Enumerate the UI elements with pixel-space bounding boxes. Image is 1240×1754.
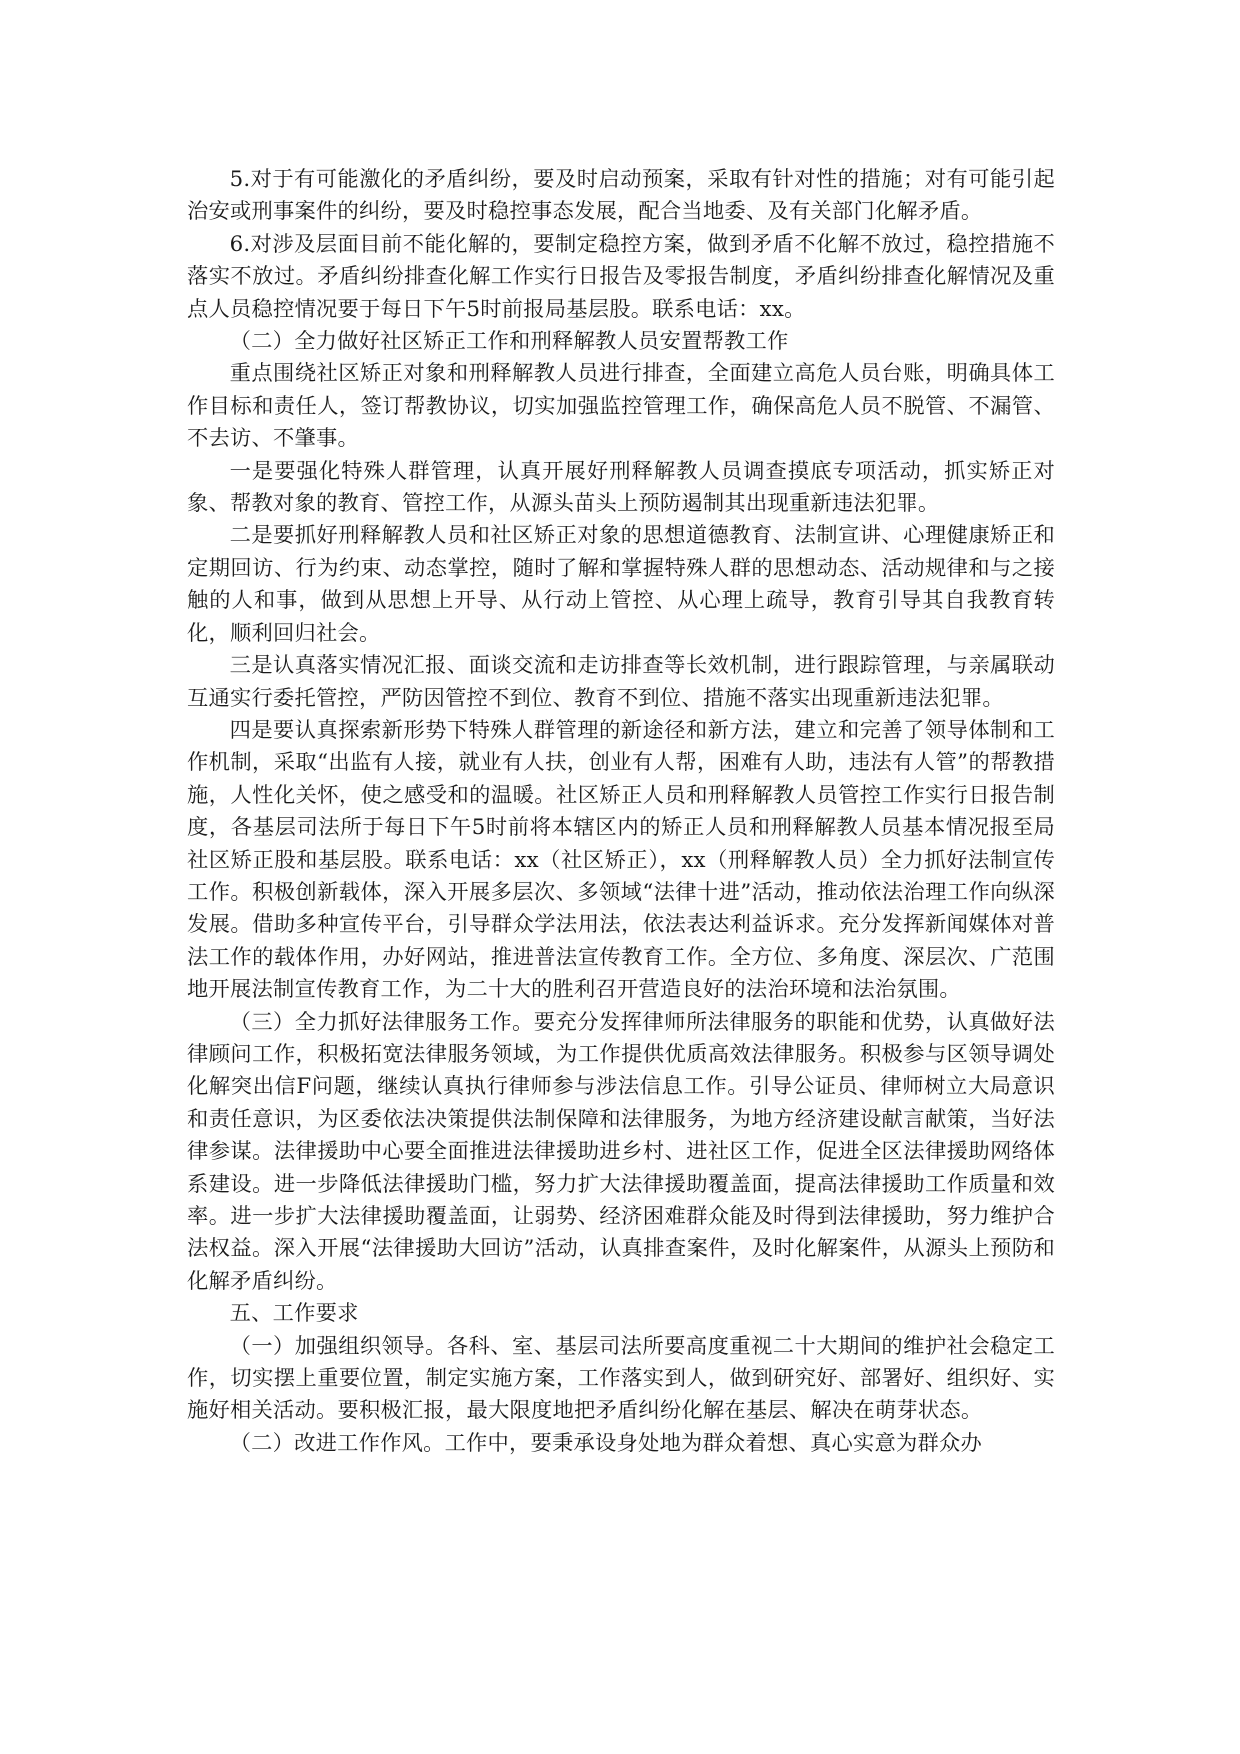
paragraph-investigation: 重点围绕社区矫正对象和刑释解教人员进行排查，全面建立高危人员台账，明确具体工作目标和责任人，签订帮教协议，切实加强监控管理工作，确保高危人员不脱管、不漏管、不去访、不肇事。 [187, 361, 1055, 452]
paragraph-point-three: 三是认真落实情况汇报、面谈交流和走访排查等长效机制，进行跟踪管理，与亲属联动互通实行委托管控，严防因管控不到位、教育不到位、措施不落实出现重新违法犯罪。 [187, 653, 1055, 711]
paragraph-work-style: （二）改进工作作风。工作中，要秉承设身处地为群众着想、真心实意为群众办 [229, 1430, 982, 1456]
paragraph-point-one: 一是要强化特殊人群管理，认真开展好刑释解教人员调查摸底专项活动，抓实矫正对象、帮教对象的教育、管控工作，从源头苗头上预防遏制其出现重新违法犯罪。 [187, 458, 1055, 517]
section-heading-work-requirements: 五、工作要求 [229, 1301, 359, 1327]
paragraph-item-6: 6.对涉及层面目前不能化解的，要制定稳控方案，做到矛盾不化解不放过，稳控措施不落实不放过。矛盾纠纷排查化解工作实行日报告及零报告制度，矛盾纠纷排查化解情况及重点人员稳控情况要于每日下午5时前报局基层股。联系电话：xx。 [187, 231, 1055, 322]
paragraph-point-two: 二是要抓好刑释解教人员和社区矫正对象的思想道德教育、法制宣讲、心理健康矫正和定期回访、行为约束、动态掌控，随时了解和掌握特殊人群的思想动态、活动规律和与之接触的人和事，做到从思想上开导、从行动上管控、从心理上疏导，教育引导其自我教育转化，顺利回归社会。 [187, 523, 1055, 646]
section-heading-community-correction: （二）全力做好社区矫正工作和刑释解教人员安置帮教工作 [229, 329, 789, 355]
document-body [187, 164, 1055, 1460]
section-heading-legal-services: （三）全力抓好法律服务工作。要充分发挥律师所法律服务的职能和优势，认真做好法律顾问工作，积极拓宽法律服务领域，为工作提供优质高效法律服务。积极参与区领导调处化解突出信F问题，继续认真执行律师参与涉法信息工作。引导公证员、律师树立大局意识和责任意识，为区委依法决策提供法制保障和法律服务，为地方经济建设献言献策，当好法律参谋。法律援助中心要全面推进法律援助进乡村、进社区工作，促进全区法律援助网络体系建设。进一步降低法律援助门槛，努力扩大法律援助覆盖面，提高法律援助工作质量和效率。进一步扩大法律援助覆盖面，让弱势、经济困难群众能及时得到法律援助，努力维护合法权益。深入开展“法律援助大回访”活动，认真排查案件，及时化解案件，从源头上预防和化解矛盾纠纷。 [187, 1009, 1055, 1294]
paragraph-item-5: 5.对于有可能激化的矛盾纠纷，要及时启动预案，采取有针对性的措施；对有可能引起治安或刑事案件的纠纷，要及时稳控事态发展，配合当地委、及有关部门化解矛盾。 [187, 167, 1055, 225]
paragraph-organization-leadership: （一）加强组织领导。各科、室、基层司法所要高度重视二十大期间的维护社会稳定工作，切实摆上重要位置，制定实施方案，工作落实到人，做到研究好、部署好、组织好、实施好相关活动。要积极汇报，最大限度地把矛盾纠纷化解在基层、解决在萌芽状态。 [187, 1333, 1055, 1424]
paragraph-point-four: 四是要认真探索新形势下特殊人群管理的新途径和新方法，建立和完善了领导体制和工作机制，采取“出监有人接，就业有人扶，创业有人帮，困难有人助，违法有人管”的帮教措施，人性化关怀，使之感受和的温暖。社区矫正人员和刑释解教人员管控工作实行日报告制度，各基层司法所于每日下午5时前将本辖区内的矫正人员和刑释解教人员基本情况报至局社区矫正股和基层股。联系电话：xx（社区矫正），xx（刑释解教人员）全力抓好法制宣传工作。积极创新载体，深入开展多层次、多领域“法律十进”活动，推动依法治理工作向纵深发展。借助多种宣传平台，引导群众学法用法，依法表达利益诉求。充分发挥新闻媒体对普法工作的载体作用，办好网站，推进普法宣传教育工作。全方位、多角度、深层次、广范围地开展法制宣传教育工作，为二十大的胜利召开营造良好的法治环境和法治氛围。 [187, 717, 1055, 1003]
